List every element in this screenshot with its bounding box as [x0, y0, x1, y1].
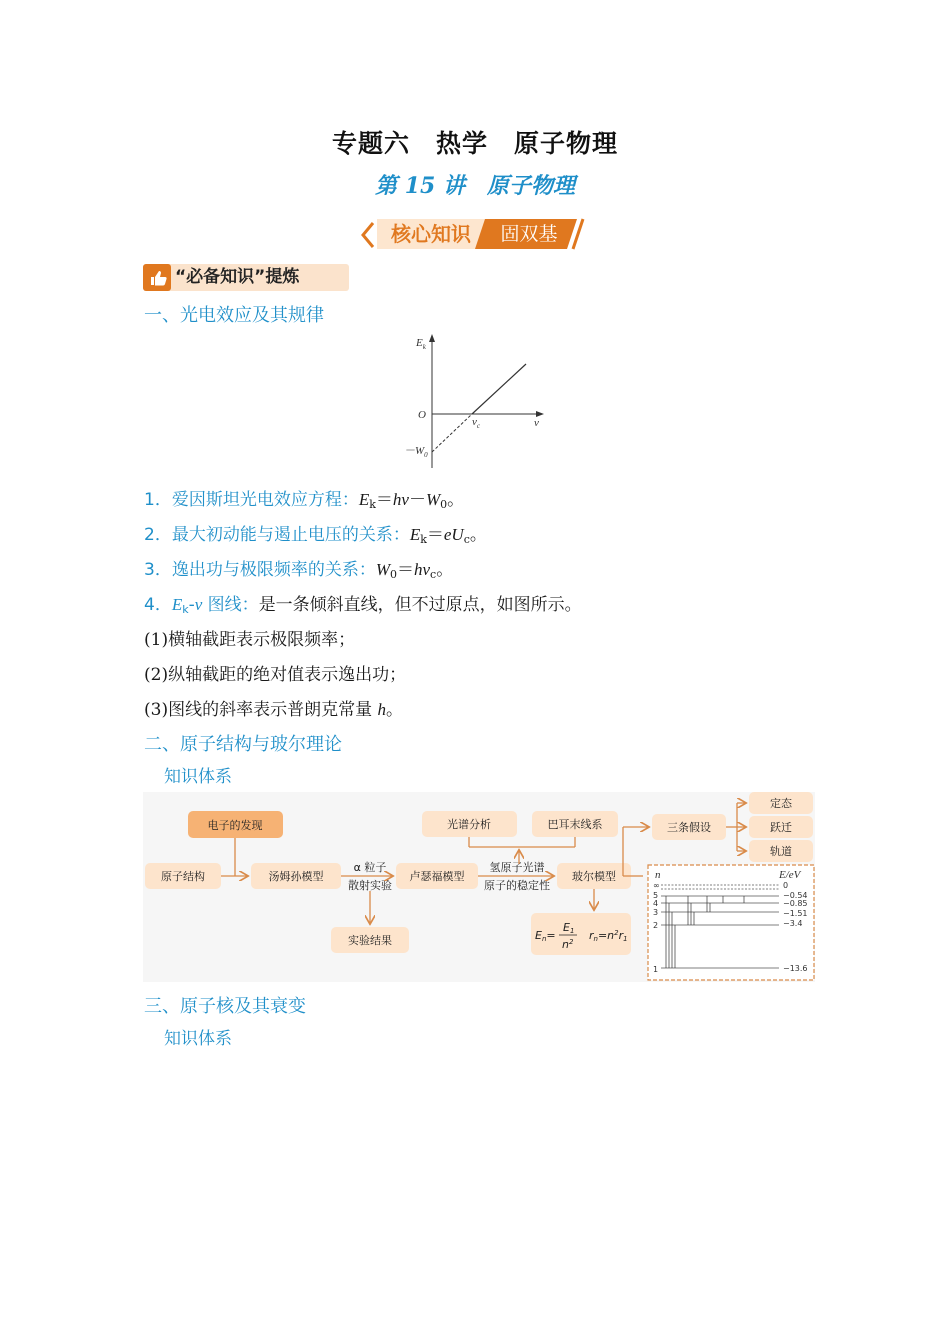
energy-unit-label: E/eV: [779, 869, 801, 881]
origin-label: O: [418, 409, 426, 421]
nu-c-label: $\nu_c$: [472, 416, 480, 430]
box-stationary: [749, 792, 813, 814]
section1-heading: 一、光电效应及其规律: [144, 305, 324, 326]
svg-text:∞: ∞: [653, 881, 660, 890]
svg-text:3: 3: [653, 908, 659, 917]
ek-line: [472, 364, 526, 414]
svg-text:跃迁: 跃迁: [770, 821, 792, 834]
y-axis-arrow: [429, 334, 435, 342]
point-3: (3)图线的斜率表示普朗克常量 h。: [144, 700, 403, 720]
svg-text:电子的发现: 电子的发现: [207, 819, 263, 832]
svg-text:轨道: 轨道: [770, 845, 792, 858]
point-2: (2)纵轴截距的绝对值表示逸出功；: [144, 665, 407, 685]
box-experiment: [331, 927, 409, 953]
svg-text:−13.6: −13.6: [783, 964, 808, 973]
svg-text:实验结果: 实验结果: [348, 934, 392, 947]
w0-label: $-W_0$: [404, 445, 428, 459]
section3-heading: 三、原子核及其衰变: [144, 996, 306, 1017]
svg-text:1: 1: [653, 965, 659, 974]
formula-rn: $rn=n^2r1$: [589, 929, 628, 943]
svg-text:−0.54: −0.54: [783, 891, 808, 900]
banner-left-text: 核心知识: [391, 222, 471, 246]
svg-text:卢瑟福模型: 卢瑟福模型: [409, 870, 465, 883]
label-alpha1: α 粒子: [353, 861, 387, 874]
ek-nu-graph: [400, 330, 550, 470]
svg-text:定态: 定态: [770, 797, 792, 810]
item-1: 1．爱因斯坦光电效应方程：Ek＝hν－W0。: [144, 490, 465, 511]
energy-level-diagram: [648, 865, 814, 980]
box-orbit: [749, 840, 813, 862]
svg-text:巴耳末线系: 巴耳末线系: [547, 818, 603, 831]
section3-sub: 知识体系: [164, 1029, 232, 1049]
svg-text:汤姆孙模型: 汤姆孙模型: [268, 870, 324, 883]
formula-en: En=: [535, 929, 556, 943]
formula-1: Ek＝hν－W0。: [358, 490, 465, 511]
box-bohr: [557, 863, 631, 889]
svg-text:玻尔模型: 玻尔模型: [572, 870, 616, 883]
item-3: 3．逸出功与极限频率的关系：W0＝hνc。: [144, 560, 454, 581]
section2-sub: 知识体系: [164, 767, 232, 787]
svg-text:n2: $n^2$: [562, 938, 574, 951]
svg-text:−0.85: −0.85: [783, 899, 808, 908]
box-electron: [188, 811, 283, 838]
svg-text:2: 2: [653, 921, 659, 930]
box-atom: [145, 863, 221, 889]
section2-heading: 二、原子结构与玻尔理论: [144, 734, 342, 755]
box-rutherford: [396, 863, 478, 889]
x-label: ν: [534, 417, 539, 429]
svg-text:光谱分析: 光谱分析: [447, 818, 491, 831]
page-title: 专题六 热学 原子物理: [331, 129, 618, 158]
banner-right-text: 固双基: [500, 223, 558, 245]
formula-2: Ek＝eUc。: [409, 525, 487, 546]
item-2: 2．最大初动能与遏止电压的关系：Ek＝eUc。: [144, 525, 487, 546]
svg-text:0: 0: [783, 881, 789, 890]
svg-text:三条假设: 三条假设: [667, 821, 711, 834]
box-three: [652, 814, 726, 840]
svg-text:−3.4: −3.4: [783, 919, 803, 928]
svg-text:E1: E1: [563, 921, 575, 935]
ek-line-extension: [432, 414, 472, 452]
svg-text:−1.51: −1.51: [783, 909, 808, 918]
box-balmer: [532, 811, 618, 837]
essential-knowledge-tag: [143, 264, 349, 291]
label-hydrogen1: 氢原子光谱: [489, 861, 545, 874]
tag-text: “必备知识”提炼: [175, 267, 300, 287]
box-spectrum: [422, 811, 517, 837]
energy-n-label: n: [655, 869, 661, 881]
item-4: 4．Ek-ν 图线：是一条倾斜直线，但不过原点，如图所示。: [144, 595, 582, 616]
core-knowledge-banner: [355, 215, 591, 255]
formula-3: W0＝hνc。: [375, 560, 454, 581]
lecture-title: 第 15 讲 原子物理: [375, 173, 575, 199]
label-hydrogen2: 原子的稳定性: [484, 879, 550, 892]
box-formulas: [531, 913, 631, 955]
svg-text:5: 5: [653, 891, 659, 900]
svg-text:4: 4: [653, 899, 659, 908]
item-4-label: Ek-ν 图线：: [171, 595, 259, 616]
y-label: $E_k$: [416, 337, 426, 351]
svg-text:原子结构: 原子结构: [161, 870, 205, 883]
label-alpha2: 散射实验: [348, 879, 392, 892]
atomic-structure-diagram: [143, 792, 815, 982]
box-transition: [749, 816, 813, 838]
box-thomson: [251, 863, 341, 889]
point-1: (1)横轴截距表示极限频率；: [144, 630, 356, 650]
